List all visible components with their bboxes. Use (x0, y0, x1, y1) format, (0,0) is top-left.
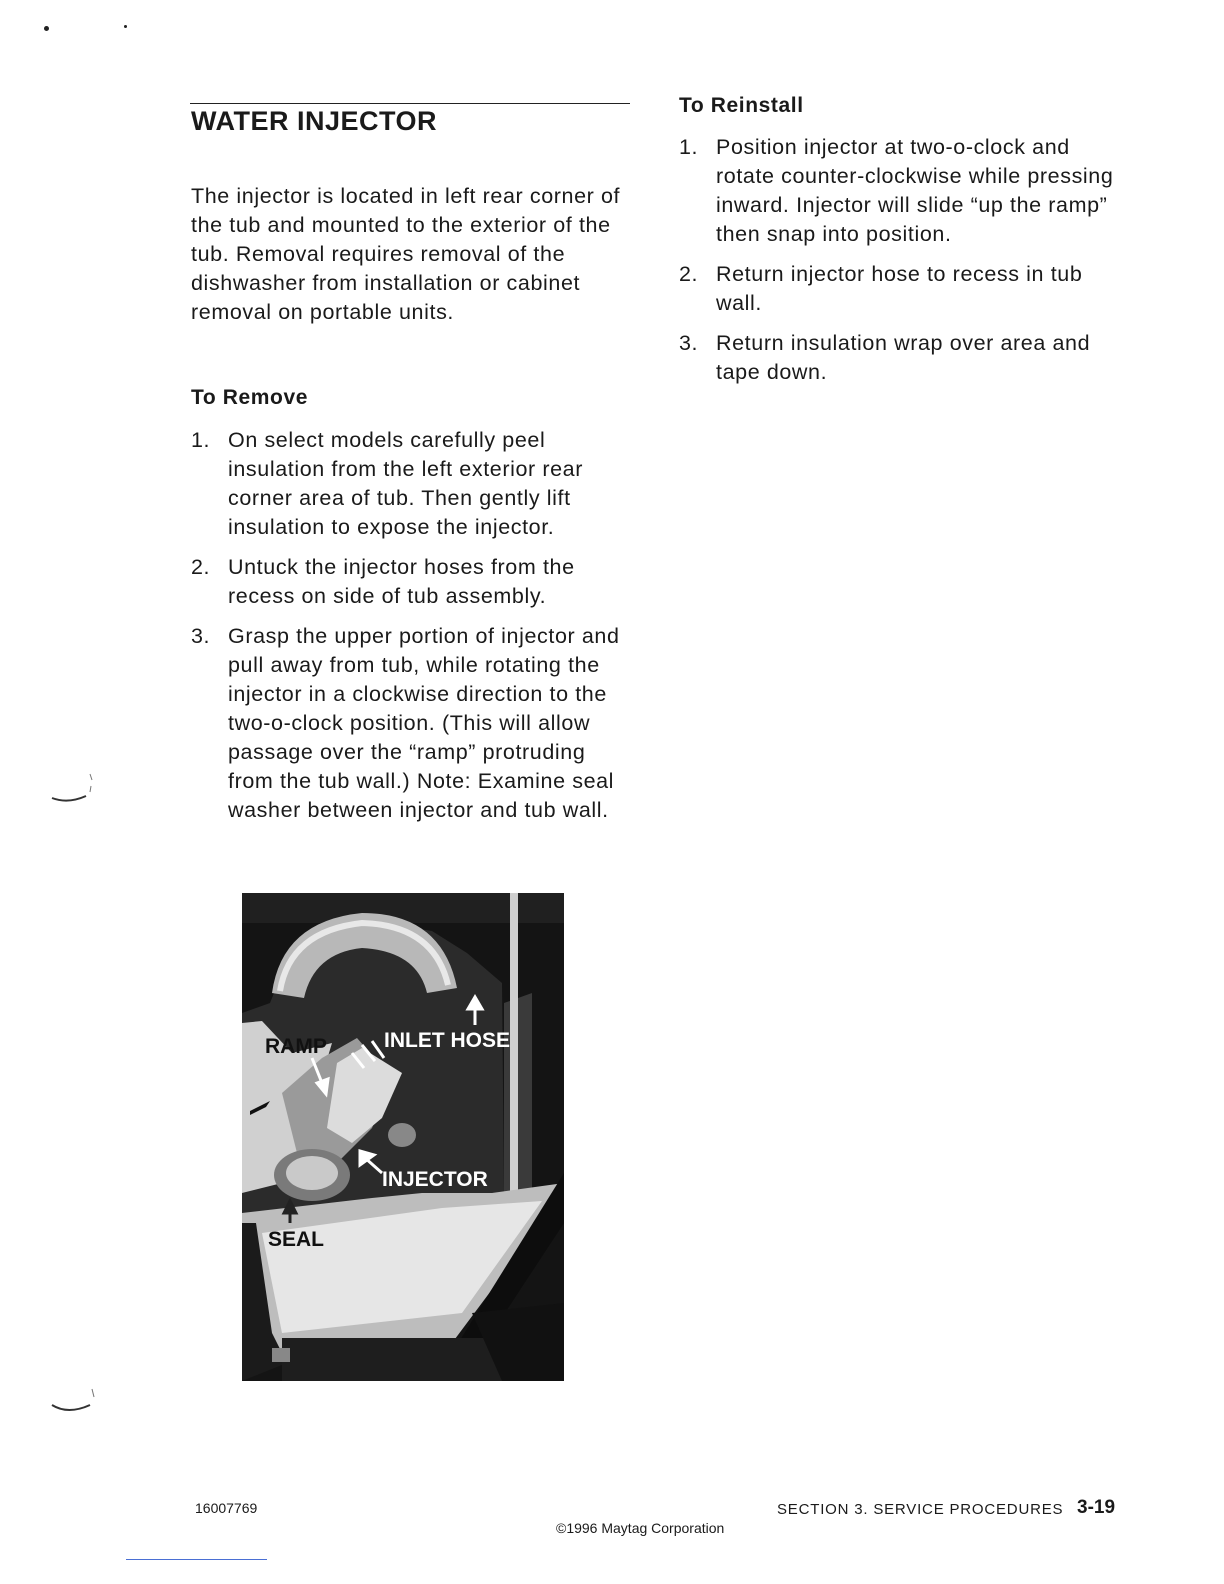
heading-rule (190, 103, 630, 104)
step-number: 1. (191, 428, 211, 452)
bottom-rule (126, 1559, 267, 1560)
remove-steps (191, 426, 631, 836)
reinstall-heading: To Reinstall (679, 94, 804, 117)
ramp-label: RAMP (265, 1035, 327, 1058)
section-title: SECTION 3. SERVICE PROCEDURES (777, 1501, 1064, 1518)
list-item (191, 426, 631, 542)
step-text: Untuck the injector hoses from the recess on side of tub assembly. (228, 555, 575, 608)
page-title: WATER INJECTOR (191, 106, 438, 136)
list-item (191, 622, 631, 825)
document-number: 16007769 (195, 1500, 258, 1516)
step-number: 2. (191, 555, 211, 579)
scan-mark (50, 770, 100, 830)
scan-speck (124, 25, 127, 28)
copyright: ©1996 Maytag Corporation (556, 1520, 725, 1536)
step-text: Return injector hose to recess in tub wall. (716, 262, 1083, 315)
step-text: Grasp the upper portion of injector and pull away from tub, while rotating the injector in a clockwise direction to the two-o-clock position. (This will allow passage over the “ramp” protruding from the tub wall.) Note: Examine seal washer between injector and tub wall. (228, 624, 620, 822)
list-item (679, 260, 1124, 318)
step-number: 2. (679, 262, 699, 286)
injector-label: INJECTOR (382, 1168, 488, 1191)
remove-heading: To Remove (191, 386, 309, 409)
inlet-hose-label: INLET HOSE (384, 1029, 511, 1052)
page-number: 3-19 (1077, 1497, 1116, 1518)
step-number: 1. (679, 135, 699, 159)
intro-paragraph: The injector is located in left rear corner of the tub and mounted to the exterior of the tub. Removal requires removal of the dishwasher from installation or cabinet removal on portable units. (191, 184, 621, 324)
list-item (679, 133, 1124, 249)
step-text: Return insulation wrap over area and tape down. (716, 331, 1091, 384)
scan-speck (44, 26, 49, 31)
list-item (191, 553, 631, 611)
list-item (679, 329, 1124, 387)
scan-mark (50, 1385, 100, 1425)
injector-photo (242, 893, 564, 1381)
step-number: 3. (679, 331, 699, 355)
seal-label: SEAL (268, 1228, 325, 1251)
step-text: On select models carefully peel insulation from the left exterior rear corner area of tub. Then gently lift insulation to expose the injector. (228, 428, 583, 539)
reinstall-steps (679, 133, 1124, 398)
step-number: 3. (191, 624, 211, 648)
step-text: Position injector at two-o-clock and rotate counter-clockwise while pressing inward. Injector will slide “up the ramp” then snap into position. (716, 135, 1114, 246)
